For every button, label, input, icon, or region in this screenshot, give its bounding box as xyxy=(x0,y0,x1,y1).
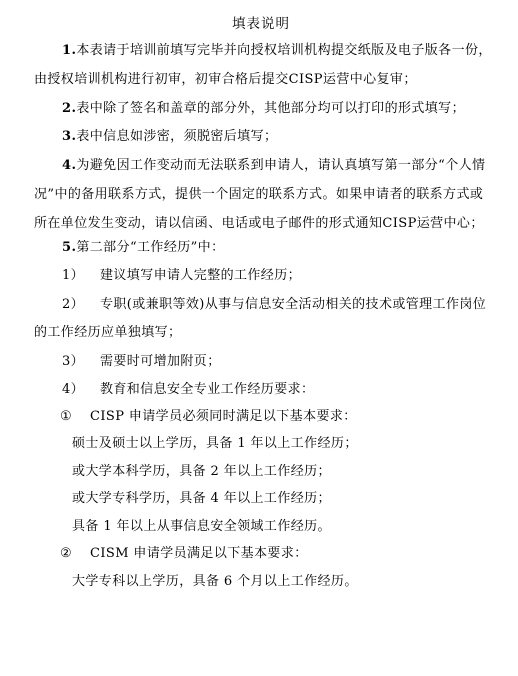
paragraph-4-line-3: 所在单位发生变动，请以信函、电话或电子邮件的形式通知CISP运营中心； xyxy=(34,216,484,231)
paragraph-5 xyxy=(62,240,224,256)
paragraph-1-line-2: 由授权培训机构进行初审，初审合格后提交CISP运营中心复审； xyxy=(34,72,417,87)
paragraph-3 xyxy=(62,129,277,145)
item-number: 1. xyxy=(62,43,77,58)
sub-item-number: 4） xyxy=(62,382,85,397)
requirement-cisp xyxy=(60,409,357,425)
requirement-cism xyxy=(60,546,308,562)
item-number: 5. xyxy=(62,240,77,255)
sub-item-text: 专职(或兼职等效)从事与信息安全活动相关的技术或管理工作岗位 xyxy=(100,297,487,312)
sub-item-3 xyxy=(62,354,221,370)
circled-number-1: ① xyxy=(60,409,73,424)
sub-item-4 xyxy=(62,382,314,398)
sub-item-number: 3） xyxy=(62,354,85,369)
paragraph-1-line-1 xyxy=(62,43,492,59)
circled-number-2: ② xyxy=(60,546,73,561)
paragraph-4-line-1 xyxy=(62,158,485,174)
item-number: 3. xyxy=(62,129,77,144)
sub-item-number: 2） xyxy=(62,297,85,312)
requirement-cisp-row-4: 具备 1 年以上从事信息安全领域工作经历。 xyxy=(72,519,331,534)
paragraph-text: 表中除了签名和盖章的部分外，其他部分均可以打印的形式填写； xyxy=(76,101,465,116)
sub-item-2-line-2: 的工作经历应单独填写； xyxy=(34,325,182,340)
paragraph-2 xyxy=(62,101,465,117)
sub-item-1 xyxy=(62,268,301,284)
sub-item-number: 1） xyxy=(62,268,85,283)
requirement-heading: CISP 申请学员必须同时满足以下基本要求： xyxy=(90,409,357,424)
sub-item-text: 教育和信息安全专业工作经历要求： xyxy=(100,382,315,397)
sub-item-2-line-1 xyxy=(62,297,486,313)
paragraph-text: 第二部分“工作经历”中： xyxy=(76,240,225,255)
sub-item-text: 建议填写申请人完整的工作经历； xyxy=(100,268,302,283)
requirement-cisp-row-3: 或大学专科学历，具备 4 年以上工作经历； xyxy=(72,491,331,506)
document-title: 填表说明 xyxy=(232,16,290,32)
requirement-cisp-row-2: 或大学本科学历，具备 2 年以上工作经历； xyxy=(72,464,331,479)
item-number: 2. xyxy=(62,101,77,116)
requirement-cisp-row-1: 硕士及硕士以上学历，具备 1 年以上工作经历； xyxy=(72,436,358,451)
item-number: 4. xyxy=(62,158,77,173)
requirement-heading: CISM 申请学员满足以下基本要求： xyxy=(90,546,308,561)
requirement-cism-row-1: 大学专科以上学历，具备 6 个月以上工作经历。 xyxy=(72,574,358,589)
paragraph-text: 表中信息如涉密，须脱密后填写； xyxy=(76,129,278,144)
paragraph-4-line-2: 况”中的备用联系方式，提供一个固定的联系方式。如果申请者的联系方式或 xyxy=(34,187,484,202)
sub-item-text: 需要时可增加附页； xyxy=(100,354,221,369)
paragraph-text: 为避免因工作变动而无法联系到申请人，请认真填写第一部分“个人情 xyxy=(76,158,486,173)
paragraph-text: 本表请于培训前填写完毕并向授权培训机构提交纸版及电子版各一份， xyxy=(76,43,492,58)
